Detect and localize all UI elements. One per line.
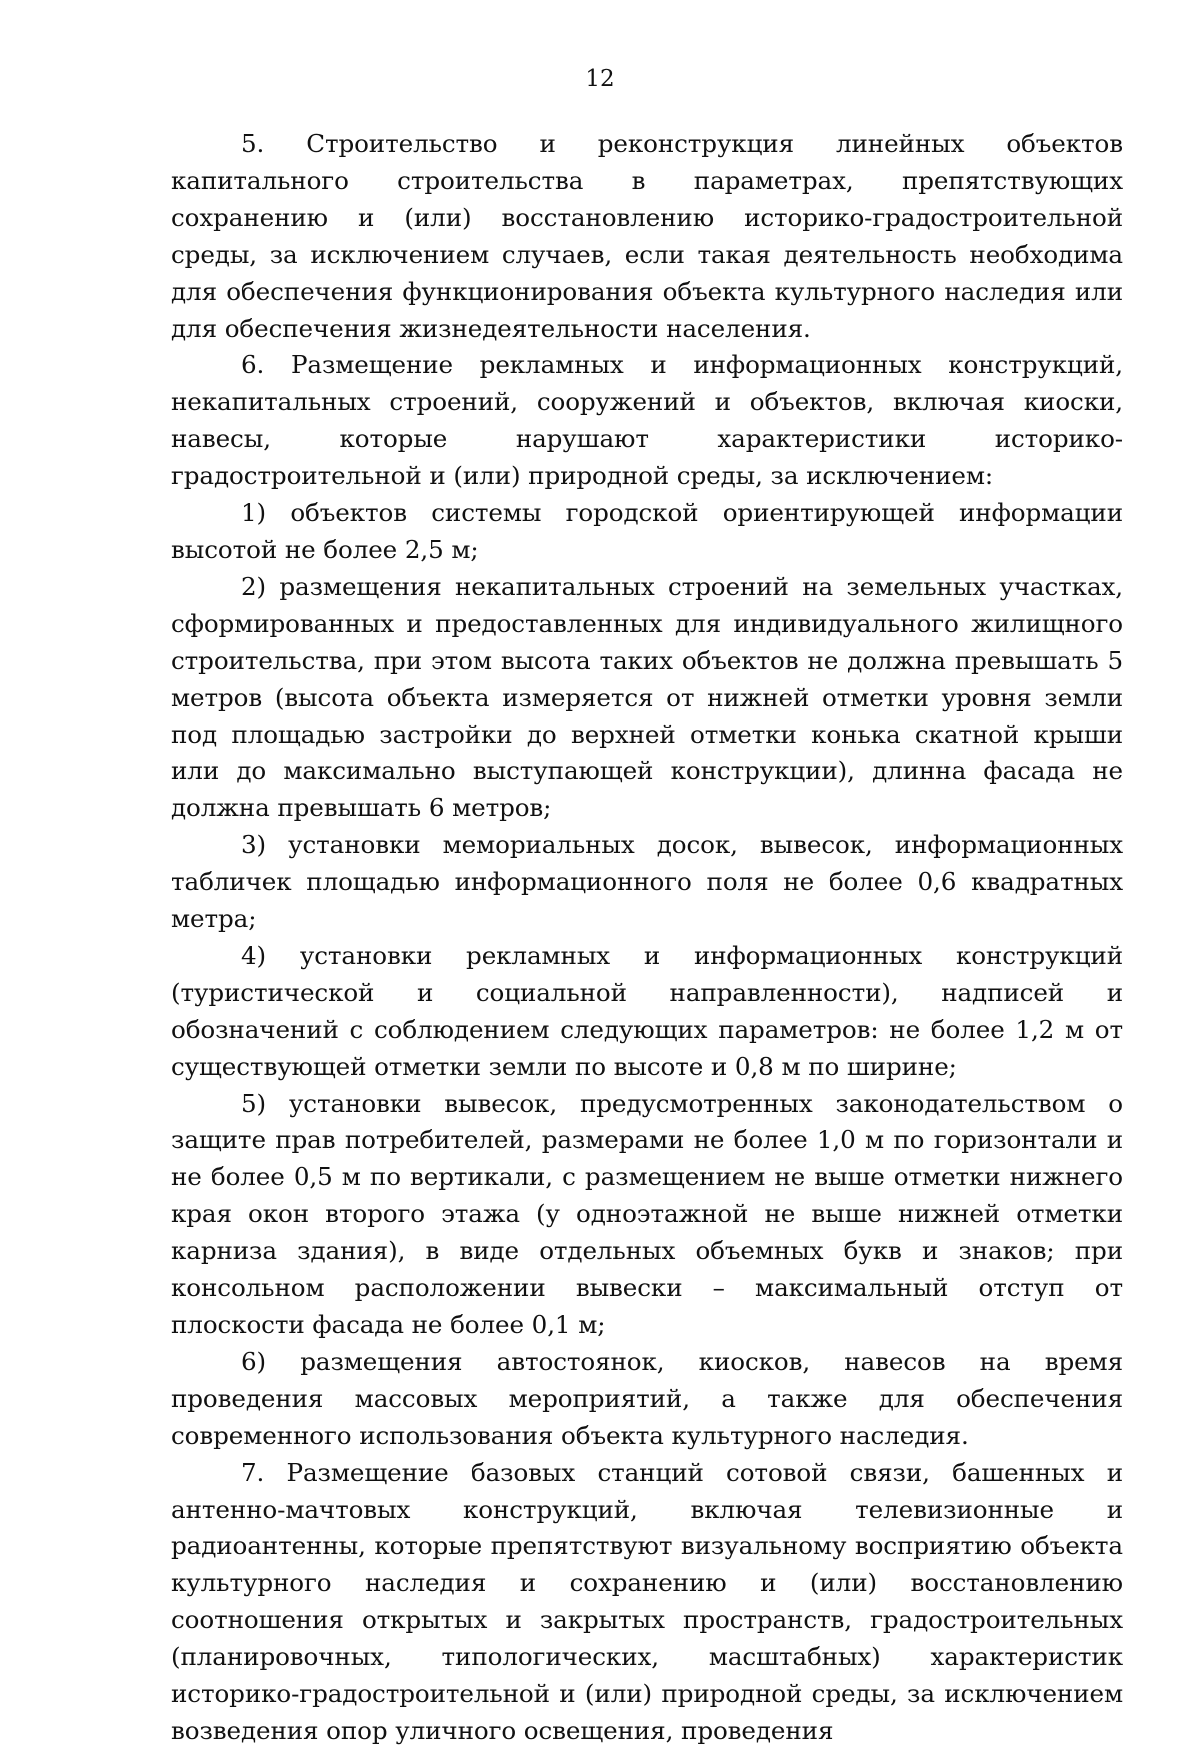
document-body	[171, 126, 1123, 1750]
page-number: 12	[585, 66, 615, 92]
paragraph-item-7: 7. Размещение базовых станций сотовой связи, башенных и антенно-мачтовых конструкций, включая телевизионные и радиоантенны, которые препятствуют визуальному восприятию объекта культурного наследия и сохранению и (или) восстановлению соотношения открытых и закрытых пространств, градостроительных (планировочных, типологических, масштабных) характеристик историко-градостроительной и (или) природной среды, за исключением возведения опор уличного освещения, проведения	[171, 1457, 1123, 1745]
subparagraph-1: 1) объектов системы городской ориентирующей информации высотой не более 2,5 м;	[171, 498, 1123, 564]
paragraph-item-5: 5. Строительство и реконструкция линейных объектов капитального строительства в параметрах, препятствующих сохранению и (или) восстановлению историко-градостроительной среды, за исключением случаев, если такая деятельность необходима для обеспечения функционирования объекта культурного наследия или для обеспечения жизнедеятельности населения.	[171, 129, 1123, 343]
subparagraph-3: 3) установки мемориальных досок, вывесок, информационных табличек площадью информационного поля не более 0,6 квадратных метра;	[171, 830, 1123, 934]
paragraph-item-6: 6. Размещение рекламных и информационных конструкций, некапитальных строений, сооружений и объектов, включая киоски, навесы, которые нарушают характеристики историко-градостроительной и (или) природной среды, за исключением:	[171, 350, 1123, 491]
subparagraph-2: 2) размещения некапитальных строений на земельных участках, сформированных и предоставленных для индивидуального жилищного строительства, при этом высота таких объектов не должна превышать 5 метров (высота объекта измеряется от нижней отметки уровня земли под площадью застройки до верхней отметки конька скатной крыши или до максимально выступающей конструкции), длинна фасада не должна превышать 6 метров;	[171, 571, 1123, 823]
subparagraph-5: 5) установки вывесок, предусмотренных законодательством о защите прав потребителей, размерами не более 1,0 м по горизонтали и не более 0,5 м по вертикали, с размещением не выше отметки нижнего края окон второго этажа (у одноэтажной не выше нижней отметки карниза здания), в виде отдельных объемных букв и знаков; при консольном расположении вывески – максимальный отступ от плоскости фасада не более 0,1 м;	[171, 1088, 1123, 1339]
subparagraph-6: 6) размещения автостоянок, киосков, навесов на время проведения массовых мероприятий, а также для обеспечения современного использования объекта культурного наследия.	[171, 1346, 1123, 1450]
subparagraph-4: 4) установки рекламных и информационных конструкций (туристической и социальной направленности), надписей и обозначений с соблюдением следующих параметров: не более 1,2 м от существующей отметки земли по высоте и 0,8 м по ширине;	[171, 940, 1123, 1081]
